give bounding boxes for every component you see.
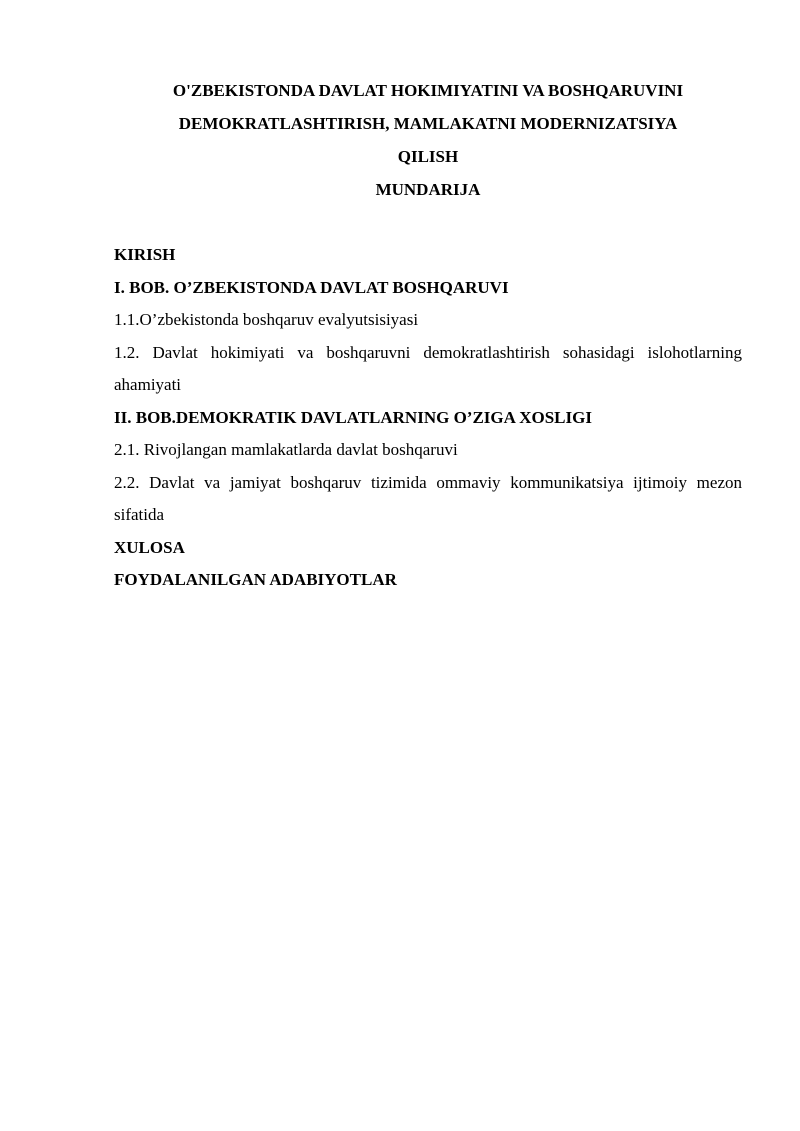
table-of-contents [114,239,742,597]
toc-entry-section-1-2: 1.2. Davlat hokimiyati va boshqaruvni demokratlashtirish sohasidagi islohotlarning ahamiyati [114,342,742,394]
title-line-1: O'ZBEKISTONDA DAVLAT HOKIMIYATINI VA BOSHQARUVINI [172,81,684,100]
title-line-2: DEMOKRATLASHTIRISH, MAMLAKATNI MODERNIZATSIYA [178,114,678,133]
toc-entry-section-2-2: 2.2. Davlat va jamiyat boshqaruv tizimida ommaviy kommunikatsiya ijtimoiy mezon sifatida [114,472,742,524]
document-page [114,74,742,597]
toc-entry-introduction: KIRISH [114,245,176,264]
toc-entry-section-1-1: 1.1.O’zbekistonda boshqaruv evalyutsisiyasi [114,310,419,329]
title-line-3: QILISH [397,147,459,166]
toc-entry-references: FOYDALANILGAN ADABIYOTLAR [114,570,397,589]
toc-entry-section-2-1: 2.1. Rivojlangan mamlakatlarda davlat boshqaruvi [114,440,458,459]
document-title [114,74,742,173]
contents-heading: MUNDARIJA [375,180,481,199]
toc-entry-chapter-1: I. BOB. O’ZBEKISTONDA DAVLAT BOSHQARUVI [114,277,509,297]
toc-entry-chapter-2: II. BOB.DEMOKRATIK DAVLATLARNING O’ZIGA XOSLIGI [114,407,592,427]
toc-entry-conclusion: XULOSA [114,537,185,557]
